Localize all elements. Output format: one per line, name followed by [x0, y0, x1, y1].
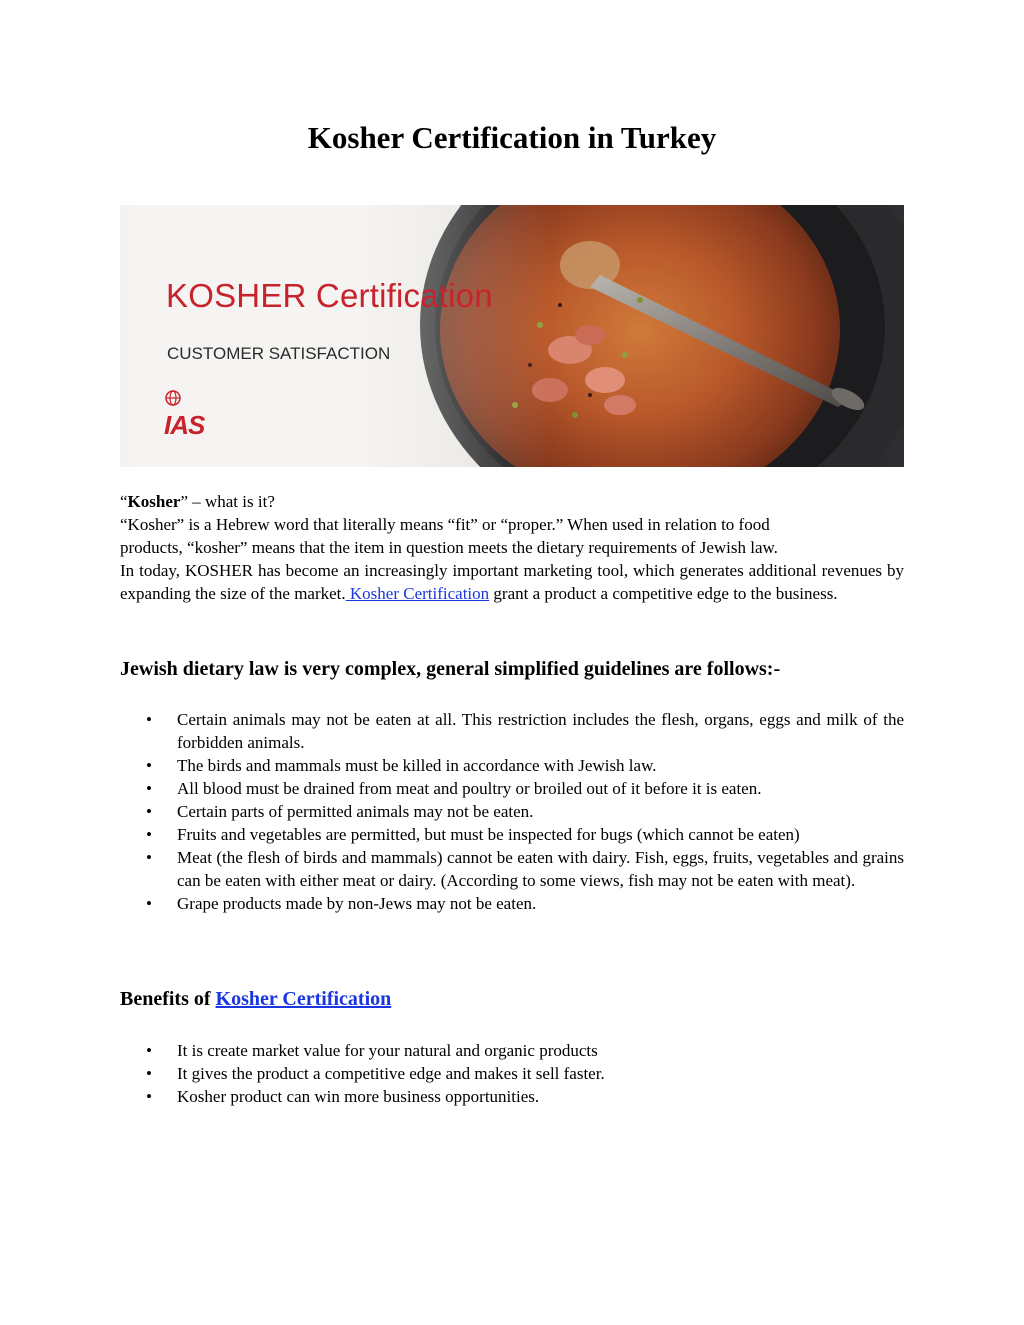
list-item: • Certain parts of permitted animals may not be eaten. — [146, 802, 534, 821]
kosher-certification-link[interactable]: Kosher Certification — [345, 584, 490, 603]
list-item: • It is create market value for your natural and organic products — [146, 1041, 598, 1060]
page-title: Kosher Certification in Turkey — [307, 120, 717, 155]
banner-subtitle: CUSTOMER SATISFACTION — [167, 344, 391, 363]
intro-section — [120, 490, 904, 605]
dietary-law-heading: Jewish dietary law is very complex, general simplified guidelines are follows:- — [120, 658, 781, 680]
soup-bowl-illustration — [120, 205, 904, 467]
kosher-term: Kosher — [127, 492, 181, 511]
kosher-banner-image — [120, 205, 904, 467]
intro-question: “Kosher” – what is it? — [120, 492, 275, 511]
banner-title: KOSHER Certification — [166, 277, 493, 314]
dietary-guidelines-list — [120, 708, 904, 915]
list-item: • All blood must be drained from meat and poultry or broiled out of it before it is eaten. — [146, 779, 762, 798]
intro-line-1: “Kosher” is a Hebrew word that literally means “fit” or “proper.” When used in relation to food — [120, 515, 770, 534]
globe-icon — [165, 390, 181, 406]
list-item: • Fruits and vegetables are permitted, but must be inspected for bugs (which cannot be eaten) — [146, 825, 800, 844]
list-item: • Certain animals may not be eaten at all. This restriction includes the flesh, organs, eggs and milk of the forbidden animals. — [146, 710, 904, 752]
intro-paragraph: In today, KOSHER has become an increasingly important marketing tool, which generates additional revenues by expanding the size of the market. Kosher Certification grant a product a competitive edge to the business. — [120, 561, 904, 603]
intro-line-2: products, “kosher” means that the item in question meets the dietary requirements of Jewish law. — [120, 538, 778, 557]
benefits-list — [120, 1039, 904, 1108]
list-item: • It gives the product a competitive edge and makes it sell faster. — [146, 1064, 605, 1083]
list-item: • Kosher product can win more business opportunities. — [146, 1087, 540, 1106]
list-item: • Grape products made by non-Jews may not be eaten. — [146, 894, 537, 913]
benefits-heading: Benefits of Kosher Certification — [120, 988, 392, 1010]
benefits-kosher-certification-link[interactable]: Kosher Certification — [215, 988, 392, 1010]
list-item: • Meat (the flesh of birds and mammals) cannot be eaten with dairy. Fish, eggs, fruits, vegetables and grains can be eaten with either meat or dairy. (According to some views, fish may not be eaten with meat). — [146, 848, 904, 890]
list-item: • The birds and mammals must be killed in accordance with Jewish law. — [146, 756, 657, 775]
ias-logo: IAS — [164, 410, 205, 440]
